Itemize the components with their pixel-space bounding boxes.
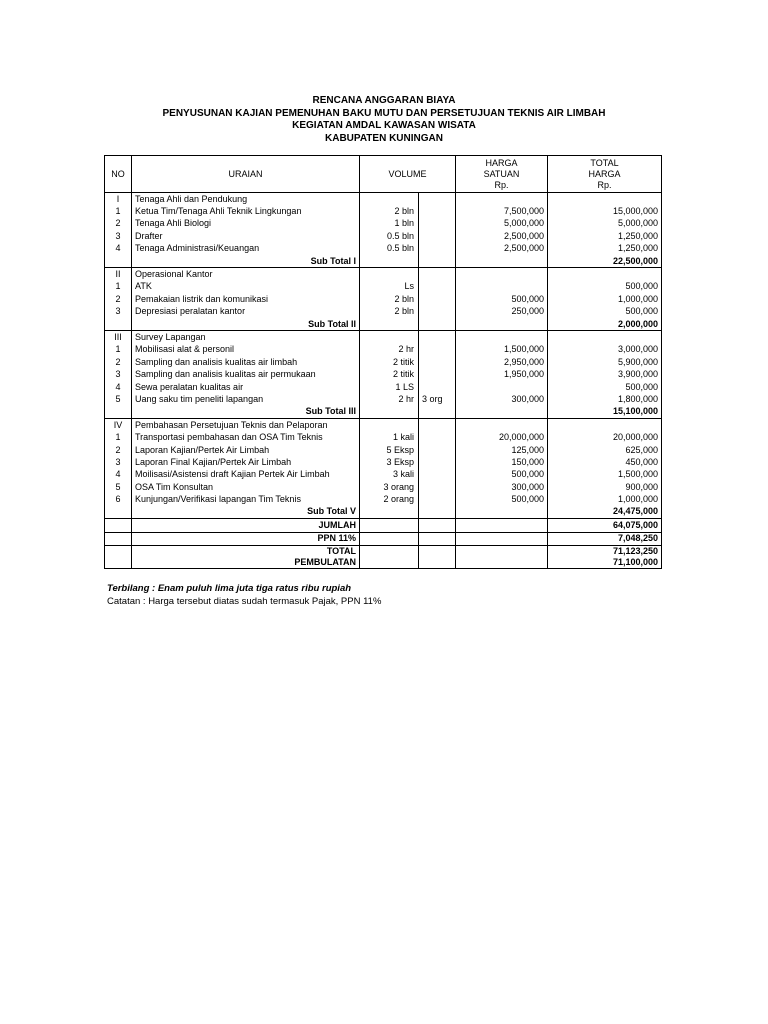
cell-total-harga: 1,250,000 — [548, 243, 662, 255]
table-row — [105, 344, 662, 356]
cell-uraian: OSA Tim Konsultan — [132, 481, 360, 493]
cell-no: 4 — [105, 243, 132, 255]
header-total-harga — [548, 156, 662, 193]
cell-volume-extra — [419, 431, 456, 443]
cell-harga-satuan: 500,000 — [456, 469, 548, 481]
cell-volume: Ls — [360, 281, 419, 293]
cell-uraian: Sampling dan analisis kualitas air limbah — [132, 356, 360, 368]
table-row — [105, 293, 662, 305]
header-harga-satuan-line: Rp. — [494, 179, 509, 190]
cell-volume — [360, 268, 419, 281]
cell-no: 1 — [105, 344, 132, 356]
cell-volume-extra — [419, 545, 456, 568]
cell-harga-satuan: 250,000 — [456, 306, 548, 318]
cell-volume: 2 titik — [360, 356, 419, 368]
cell-volume — [360, 406, 419, 419]
footnote-block — [107, 582, 381, 608]
cell-volume: 2 bln — [360, 205, 419, 217]
cell-volume: 3 orang — [360, 481, 419, 493]
cell-no: 4 — [105, 381, 132, 393]
cell-harga-satuan: 150,000 — [456, 456, 548, 468]
table-row — [105, 331, 662, 344]
table-row — [105, 356, 662, 368]
cell-volume — [360, 193, 419, 206]
header-total-harga-line: HARGA — [588, 168, 621, 179]
subtotal-row — [105, 318, 662, 331]
cell-total-harga: 1,500,000 — [548, 469, 662, 481]
cell-uraian: Uang saku tim peneliti lapangan — [132, 393, 360, 405]
cell-harga-satuan — [456, 268, 548, 281]
subtotal-label: PPN 11% — [132, 532, 360, 545]
cell-no: 3 — [105, 368, 132, 380]
cell-harga-satuan: 5,000,000 — [456, 218, 548, 230]
subtotal-value: 22,500,000 — [548, 255, 662, 268]
cell-volume-extra — [419, 243, 456, 255]
cell-no: III — [105, 331, 132, 344]
tax-note: Catatan : Harga tersebut diatas sudah termasuk Pajak, PPN 11% — [107, 596, 382, 607]
cell-harga-satuan — [456, 545, 548, 568]
cell-volume: 3 Eksp — [360, 456, 419, 468]
cell-volume — [360, 519, 419, 532]
cell-volume — [360, 545, 419, 568]
cell-no: 1 — [105, 431, 132, 443]
header-volume: VOLUME — [360, 156, 456, 193]
cell-volume-extra — [419, 306, 456, 318]
cell-no — [105, 545, 132, 568]
subtotal-value: 64,075,000 — [548, 519, 662, 532]
cell-uraian: Laporan Kajian/Pertek Air Limbah — [132, 444, 360, 456]
cell-harga-satuan — [456, 318, 548, 331]
cell-volume: 2 bln — [360, 293, 419, 305]
amount-in-words: Terbilang : Enam puluh lima juta tiga ratus ribu rupiah — [107, 583, 352, 594]
cell-total-harga: 3,900,000 — [548, 368, 662, 380]
header-total-harga-line: Rp. — [597, 179, 612, 190]
cell-volume-extra — [419, 255, 456, 268]
cell-volume: 5 Eksp — [360, 444, 419, 456]
title-line-3: KEGIATAN AMDAL KAWASAN WISATA — [292, 120, 476, 131]
cell-no: IV — [105, 419, 132, 432]
total-label: TOTAL — [326, 545, 356, 556]
cell-harga-satuan — [456, 331, 548, 344]
cell-no: 6 — [105, 493, 132, 505]
table-row — [105, 243, 662, 255]
cell-uraian: Tenaga Ahli dan Pendukung — [132, 193, 360, 206]
title-line-4: KABUPATEN KUNINGAN — [325, 132, 443, 144]
cell-harga-satuan — [456, 381, 548, 393]
total-value: 71,123,250 — [612, 545, 659, 556]
header-harga-satuan — [456, 156, 548, 193]
cell-uraian: Sewa peralatan kualitas air — [132, 381, 360, 393]
cell-volume: 1 LS — [360, 381, 419, 393]
cell-volume-extra — [419, 193, 456, 206]
cell-total-harga — [548, 268, 662, 281]
subtotal-value: 7,048,250 — [548, 532, 662, 545]
table-row — [105, 431, 662, 443]
cell-uraian: Kunjungan/Verifikasi lapangan Tim Teknis — [132, 493, 360, 505]
cell-uraian: Survey Lapangan — [132, 331, 360, 344]
cell-volume — [360, 255, 419, 268]
cell-harga-satuan: 300,000 — [456, 481, 548, 493]
cell-volume-extra — [419, 481, 456, 493]
cell-volume — [360, 419, 419, 432]
cell-total-harga — [548, 419, 662, 432]
cell-volume-extra — [419, 444, 456, 456]
budget-table-body — [105, 156, 662, 569]
subtotal-label: Sub Total I — [132, 255, 360, 268]
cell-uraian: Sampling dan analisis kualitas air permukaan — [132, 368, 360, 380]
cell-no: 3 — [105, 230, 132, 242]
cell-volume-extra — [419, 456, 456, 468]
cell-total-harga: 15,000,000 — [548, 205, 662, 217]
cell-volume-extra — [419, 381, 456, 393]
cell-harga-satuan — [456, 532, 548, 545]
subtotal-label: Sub Total II — [132, 318, 360, 331]
cell-total-harga: 625,000 — [548, 444, 662, 456]
table-row — [105, 481, 662, 493]
cell-total-harga: 1,000,000 — [548, 293, 662, 305]
rounding-value: 71,100,000 — [612, 556, 659, 567]
cell-volume-extra — [419, 293, 456, 305]
cell-uraian: Depresiasi peralatan kantor — [132, 306, 360, 318]
cell-uraian: Ketua Tim/Tenaga Ahli Teknik Lingkungan — [132, 205, 360, 217]
cell-no: 3 — [105, 306, 132, 318]
cell-volume-extra — [419, 218, 456, 230]
cell-harga-satuan: 2,500,000 — [456, 230, 548, 242]
cell-volume: 0.5 bln — [360, 243, 419, 255]
cell-total-harga: 500,000 — [548, 281, 662, 293]
cell-total-harga: 1,250,000 — [548, 230, 662, 242]
cell-harga-satuan — [456, 193, 548, 206]
cell-volume-extra — [419, 356, 456, 368]
cell-volume-extra — [419, 406, 456, 419]
cell-harga-satuan: 500,000 — [456, 293, 548, 305]
cell-volume-extra — [419, 469, 456, 481]
cell-volume: 1 kali — [360, 431, 419, 443]
subtotal-row — [105, 255, 662, 268]
cell-volume-extra — [419, 493, 456, 505]
cell-harga-satuan: 20,000,000 — [456, 431, 548, 443]
cell-total-harga: 1,800,000 — [548, 393, 662, 405]
title-line-2: PENYUSUNAN KAJIAN PEMENUHAN BAKU MUTU DAN PERSETUJUAN TEKNIS AIR LIMBAH — [162, 107, 606, 119]
cell-uraian: Drafter — [132, 230, 360, 242]
cell-harga-satuan: 7,500,000 — [456, 205, 548, 217]
cell-no: II — [105, 268, 132, 281]
cell-volume: 2 hr — [360, 344, 419, 356]
cell-volume-extra — [419, 331, 456, 344]
cell-uraian: Transportasi pembahasan dan OSA Tim Teknis — [132, 431, 360, 443]
grand-total-labels — [132, 545, 360, 568]
table-row — [105, 419, 662, 432]
cell-total-harga: 450,000 — [548, 456, 662, 468]
cell-uraian: Mobilisasi alat & personil — [132, 344, 360, 356]
cell-uraian: Tenaga Administrasi/Keuangan — [132, 243, 360, 255]
cell-harga-satuan — [456, 281, 548, 293]
table-row — [105, 469, 662, 481]
cell-harga-satuan: 300,000 — [456, 393, 548, 405]
document-title-block — [0, 95, 768, 145]
cell-volume-extra: 3 org — [419, 393, 456, 405]
header-total-harga-line: TOTAL — [590, 157, 619, 168]
cell-uraian: Pembahasan Persetujuan Teknis dan Pelaporan — [132, 419, 360, 432]
cell-uraian: Moilisasi/Asistensi draft Kajian Pertek Air Limbah — [132, 469, 360, 481]
cell-no: 3 — [105, 456, 132, 468]
cell-volume-extra — [419, 230, 456, 242]
subtotal-row — [105, 532, 662, 545]
cell-no — [105, 318, 132, 331]
cell-harga-satuan — [456, 255, 548, 268]
grand-total-row — [105, 545, 662, 568]
table-row — [105, 368, 662, 380]
cell-uraian: Laporan Final Kajian/Pertek Air Limbah — [132, 456, 360, 468]
table-header-row — [105, 156, 662, 193]
table-row — [105, 456, 662, 468]
cell-total-harga: 3,000,000 — [548, 344, 662, 356]
cell-uraian: Pemakaian listrik dan komunikasi — [132, 293, 360, 305]
grand-total-values — [548, 545, 662, 568]
cell-total-harga — [548, 331, 662, 344]
cell-uraian: ATK — [132, 281, 360, 293]
cell-volume: 2 orang — [360, 493, 419, 505]
table-row — [105, 230, 662, 242]
table-row — [105, 493, 662, 505]
cell-harga-satuan — [456, 406, 548, 419]
cell-volume-extra — [419, 344, 456, 356]
table-row — [105, 193, 662, 206]
cell-no: 2 — [105, 218, 132, 230]
cell-total-harga: 20,000,000 — [548, 431, 662, 443]
cell-no: 1 — [105, 205, 132, 217]
cell-no: I — [105, 193, 132, 206]
cell-volume: 2 hr — [360, 393, 419, 405]
cell-no: 2 — [105, 293, 132, 305]
cell-volume: 2 titik — [360, 368, 419, 380]
cell-no: 5 — [105, 481, 132, 493]
cell-total-harga — [548, 193, 662, 206]
cell-volume — [360, 318, 419, 331]
header-no: NO — [105, 156, 132, 193]
cell-no: 1 — [105, 281, 132, 293]
table-row — [105, 268, 662, 281]
cell-volume — [360, 532, 419, 545]
cell-total-harga: 5,900,000 — [548, 356, 662, 368]
cell-uraian: Tenaga Ahli Biologi — [132, 218, 360, 230]
cell-volume: 3 kali — [360, 469, 419, 481]
table-row — [105, 381, 662, 393]
cell-volume-extra — [419, 506, 456, 519]
table-row — [105, 393, 662, 405]
header-harga-satuan-line: SATUAN — [483, 168, 520, 179]
table-row — [105, 444, 662, 456]
subtotal-label: JUMLAH — [132, 519, 360, 532]
cell-volume-extra — [419, 532, 456, 545]
cell-no: 2 — [105, 444, 132, 456]
cell-no — [105, 406, 132, 419]
cell-total-harga: 1,000,000 — [548, 493, 662, 505]
cell-total-harga: 500,000 — [548, 381, 662, 393]
title-line-1: RENCANA ANGGARAN BIAYA — [312, 95, 456, 106]
cell-volume-extra — [419, 281, 456, 293]
cell-volume: 2 bln — [360, 306, 419, 318]
table-row — [105, 281, 662, 293]
cell-no: 4 — [105, 469, 132, 481]
subtotal-value: 15,100,000 — [548, 406, 662, 419]
cell-volume-extra — [419, 268, 456, 281]
cell-total-harga: 900,000 — [548, 481, 662, 493]
cell-harga-satuan: 2,500,000 — [456, 243, 548, 255]
subtotal-row — [105, 506, 662, 519]
cell-volume-extra — [419, 368, 456, 380]
cell-harga-satuan: 2,950,000 — [456, 356, 548, 368]
cell-harga-satuan: 125,000 — [456, 444, 548, 456]
subtotal-label: Sub Total III — [132, 406, 360, 419]
cell-no — [105, 519, 132, 532]
cell-harga-satuan — [456, 419, 548, 432]
cell-harga-satuan: 1,500,000 — [456, 344, 548, 356]
subtotal-label: Sub Total V — [132, 506, 360, 519]
cell-volume — [360, 331, 419, 344]
cell-volume: 1 bln — [360, 218, 419, 230]
header-uraian: URAIAN — [132, 156, 360, 193]
cell-volume-extra — [419, 205, 456, 217]
table-row — [105, 205, 662, 217]
budget-table — [104, 155, 662, 569]
cell-volume-extra — [419, 318, 456, 331]
cell-harga-satuan — [456, 519, 548, 532]
subtotal-row — [105, 519, 662, 532]
cell-harga-satuan — [456, 506, 548, 519]
cell-harga-satuan: 500,000 — [456, 493, 548, 505]
cell-no: 5 — [105, 393, 132, 405]
cell-volume-extra — [419, 519, 456, 532]
subtotal-value: 2,000,000 — [548, 318, 662, 331]
cell-no — [105, 506, 132, 519]
cell-volume-extra — [419, 419, 456, 432]
rounding-label: PEMBULATAN — [294, 556, 356, 567]
cell-no — [105, 532, 132, 545]
cell-no — [105, 255, 132, 268]
header-harga-satuan-line: HARGA — [485, 157, 518, 168]
cell-volume — [360, 506, 419, 519]
cell-total-harga: 500,000 — [548, 306, 662, 318]
cell-volume: 0.5 bln — [360, 230, 419, 242]
subtotal-value: 24,475,000 — [548, 506, 662, 519]
cell-uraian: Operasional Kantor — [132, 268, 360, 281]
table-row — [105, 218, 662, 230]
subtotal-row — [105, 406, 662, 419]
cell-total-harga: 5,000,000 — [548, 218, 662, 230]
cell-harga-satuan: 1,950,000 — [456, 368, 548, 380]
cell-no: 2 — [105, 356, 132, 368]
table-row — [105, 306, 662, 318]
